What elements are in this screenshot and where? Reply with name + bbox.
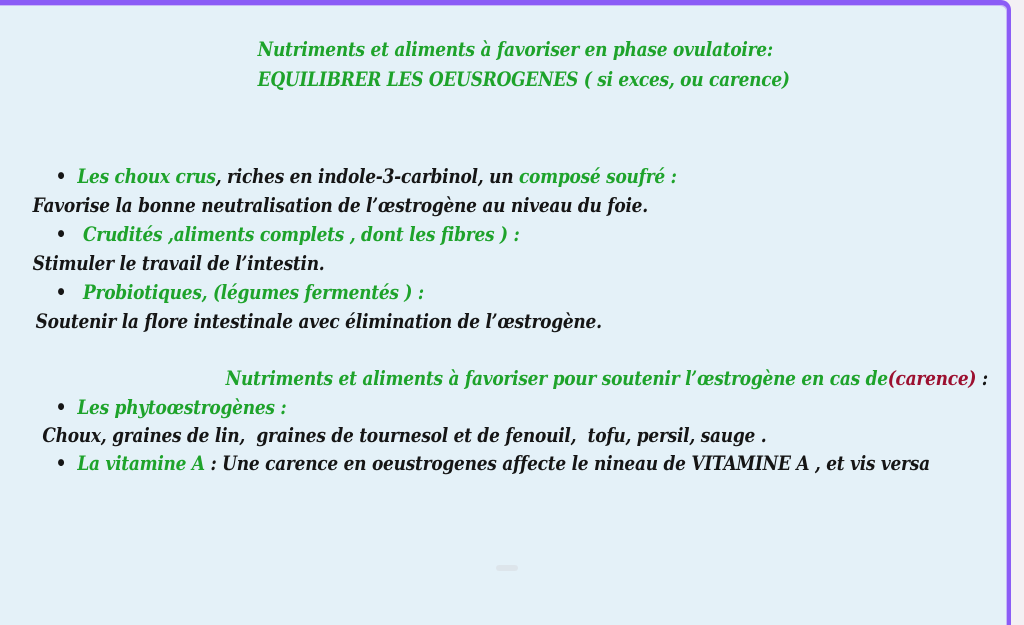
title-line-2 xyxy=(235,46,790,112)
bullet-icon: • xyxy=(55,164,67,188)
section2-heading-suffix: : xyxy=(976,366,988,390)
list-item-text: Les phytoœstrogènes : xyxy=(77,395,287,419)
list-item-text: Probiotiques, (légumes fermentés ) : xyxy=(77,280,424,304)
description-text: Choux, graines de lin, graines de tournesol et de fenouil, tofu, persil, sauge . xyxy=(36,423,767,447)
list-item-text: Crudités ,aliments complets , dont les fibres ) : xyxy=(77,222,520,246)
bullet-icon: • xyxy=(55,451,67,475)
list-item-middle: , riches en indole-3-carbinol, un xyxy=(215,164,519,188)
list-item-vitamine-a xyxy=(33,430,930,496)
description-text: Favorise la bonne neutralisation de l’œstrogène au niveau du foie. xyxy=(32,193,648,217)
bullet-icon: • xyxy=(55,222,67,246)
title-line-1-text: Nutriments et aliments à favoriser en phase ovulatoire: xyxy=(257,37,773,61)
list-item-lead: La vitamine A xyxy=(77,451,205,475)
list-item-tail: composé soufré : xyxy=(518,164,677,188)
section2-heading-carence: (carence) xyxy=(887,366,977,390)
description-text: Stimuler le travail de l’intestin. xyxy=(32,251,325,275)
list-item-rest: : Une carence en oeustrogenes affecte le nineau de VITAMINE A , et vis versa xyxy=(204,451,930,475)
bullet-icon: • xyxy=(55,280,67,304)
title-line-2-text: EQUILIBRER LES OEUSROGENES ( si exces, ou carence) xyxy=(257,67,790,91)
list-item-lead: Les choux crus xyxy=(77,164,216,188)
bullet-icon: • xyxy=(55,395,67,419)
description-text: Soutenir la flore intestinale avec élimination de l’œstrogène. xyxy=(35,309,602,333)
section2-heading-green: Nutriments et aliments à favoriser pour soutenir l’œstrogène en cas de xyxy=(225,366,888,390)
